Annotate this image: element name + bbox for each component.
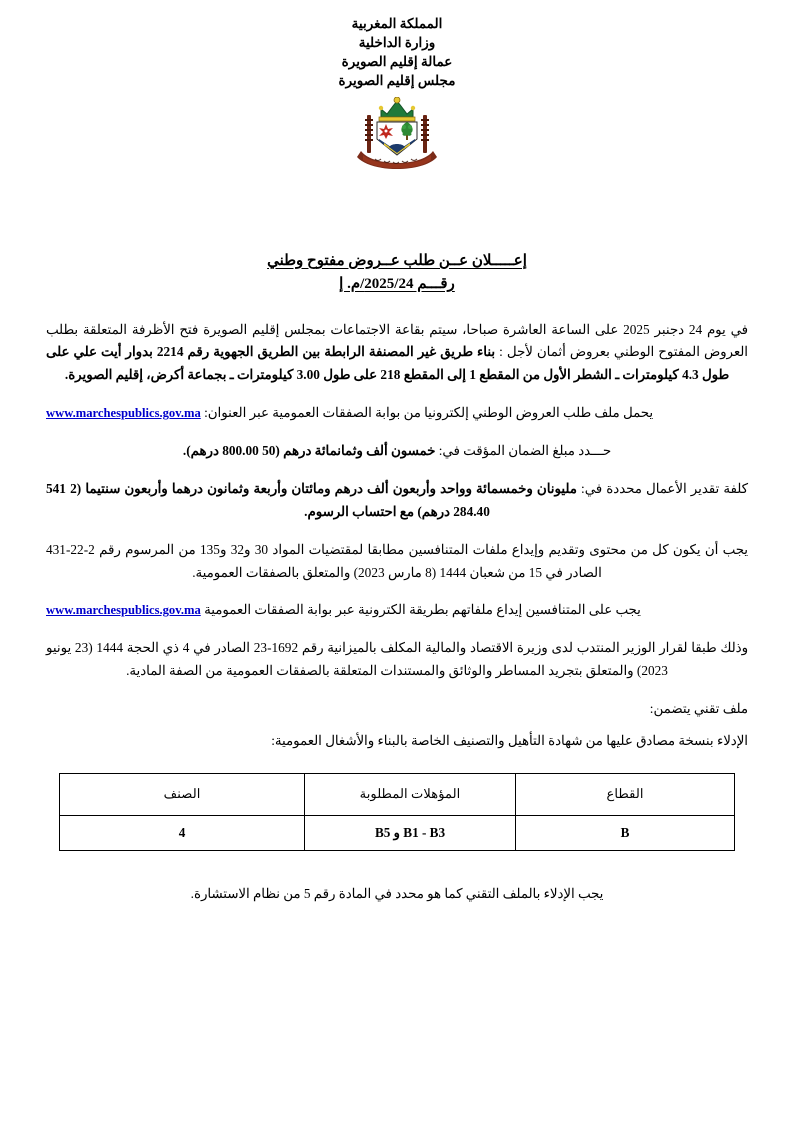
- paragraph-cost-estimate: [46, 478, 748, 524]
- table-row: [60, 815, 735, 850]
- guarantee-prefix: حـــدد مبلغ الضمان المؤقت في:: [435, 443, 612, 459]
- emblem-container: [0, 97, 794, 177]
- document-body: [46, 293, 748, 753]
- paragraph-technical-file-heading: ملف تقني يتضمن:: [649, 700, 748, 716]
- session-details-subject: بناء طريق غير المصنفة الرابطة بين الطريق الجهوية رقم 2214 بدوار أيت علي على طول 4.3 كيلومترات ـ الشطر الأول من المقطع 1 إلى المقطع 218 على طول 3.00 كيلومترات ـ بجماعة أكرض، إقليم الصويرة.: [46, 344, 730, 383]
- paragraph-electronic-submission: [46, 599, 748, 622]
- letterhead-line-prefecture: عمالة إقليم الصويرة: [341, 54, 453, 70]
- table-header-sector: القطاع: [516, 773, 735, 815]
- letterhead-line-council: مجلس إقليم الصويرة: [338, 73, 456, 89]
- paragraph-ministerial-decision: وذلك طبقا لقرار الوزير المنتدب لدى وزيرة الاقتصاد والمالية المكلف بالميزانية رقم 1692-23 الصادر في 4 ذي الحجة 1444 (23 يونيو 2023) والمتعلق بتجريد المساطر والوثائق والمستندات المتعلقة بالصفقات العمومية من الصفة المادية.: [46, 640, 748, 679]
- marchespublics-link-download[interactable]: www.marchespublics.gov.ma: [46, 406, 201, 421]
- table-header-class: الصنف: [60, 773, 305, 815]
- table-header-row: [60, 773, 735, 815]
- paragraph-provisional-guarantee: [46, 440, 748, 463]
- table-header-qualifications: المؤهلات المطلوبة: [305, 773, 516, 815]
- paragraph-certificate-requirement: الإدلاء بنسخة مصادق عليها من شهادة التأهيل والتصنيف الخاصة بالبناء والأشغال العمومية:: [271, 732, 748, 748]
- morocco-coat-of-arms-icon: [351, 97, 443, 175]
- letterhead: [0, 14, 794, 91]
- session-details-intro: في يوم 24 دجنبر 2025 على الساعة العاشرة صباحا، سيتم بقاعة الاجتماعات بمجلس إقليم الصويرة فتح الأظرفة المتعلقة بطلب العروض المفتوح الوطني بعروض أثمان لأجل :: [46, 321, 749, 360]
- table-cell-class: 4: [60, 815, 305, 850]
- table-cell-qualifications: B1 - B3 و B5: [305, 815, 516, 850]
- qualification-table: [59, 773, 735, 851]
- letterhead-line-kingdom: المملكة المغربية: [351, 16, 443, 31]
- table-cell-sector: B: [516, 815, 735, 850]
- announcement-title-line-1: إعـــــلان عــن طلب عــروض مفتوح وطني: [267, 252, 527, 269]
- announcement-title-line-2: رقـــم 2025/24/م. إ: [339, 275, 455, 292]
- submission-text: يجب على المتنافسين إيداع ملفاتهم بطريقة الكترونية عبر بوابة الصفقات العمومية: [204, 602, 641, 618]
- download-portal-text: يحمل ملف طلب العروض الوطني إلكترونيا من بوابة الصفقات العمومية عبر العنوان:: [204, 405, 654, 421]
- paragraph-download-portal: [46, 402, 748, 425]
- estimate-prefix: كلفة تقدير الأعمال محددة في:: [576, 480, 748, 496]
- guarantee-amount-text: خمسون ألف وثمانمائة درهم (50 800.00 درهم).: [182, 443, 436, 459]
- paragraph-compliance-articles: يجب أن يكون كل من محتوى وتقديم وإيداع ملفات المتنافسين مطابقا لمقتضيات المواد 30 و32 و135 من المرسوم رقم 2-22-431 الصادر في 15 من شعبان 1444 (8 مارس 2023) والمتعلق بالصفقات العمومية.: [46, 541, 749, 580]
- letterhead-line-ministry: وزارة الداخلية: [358, 35, 436, 51]
- marchespublics-link-submission[interactable]: www.marchespublics.gov.ma: [46, 603, 201, 618]
- estimate-amount-text: مليونان وخمسمائة وواحد وأربعون ألف درهم ومائتان وأربعة وثمانون درهما وأربعون سنتيما (2 541 284.40 درهم) مع احتساب الرسوم.: [46, 480, 577, 519]
- footer-technical-file-note: يجب الإدلاء بالملف التقني كما هو محدد في المادة رقم 5 من نظام الاستشارة.: [190, 885, 604, 901]
- paragraph-session-details: [46, 319, 748, 388]
- announcement-title-block: [0, 249, 794, 293]
